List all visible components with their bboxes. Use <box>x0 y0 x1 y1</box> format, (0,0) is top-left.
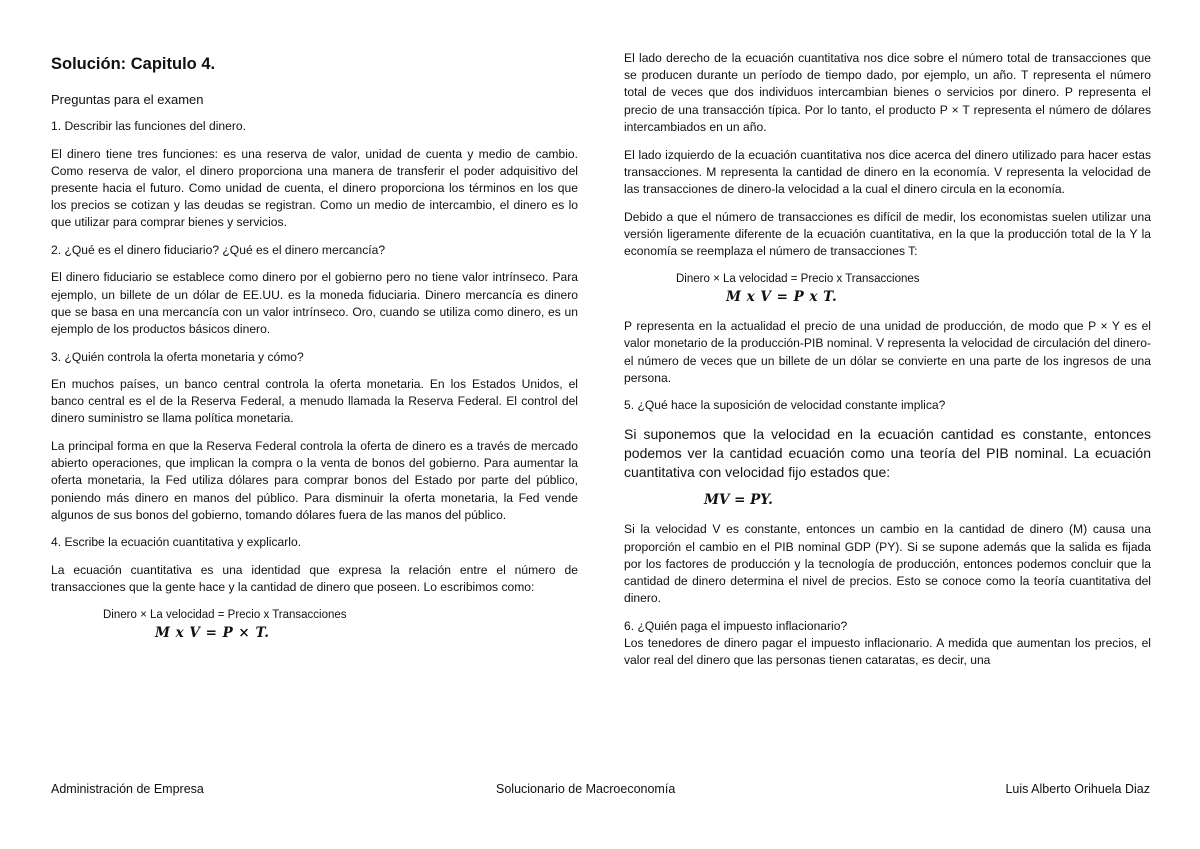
answer-5-continued: Si la velocidad V es constante, entonces un cambio en la cantidad de dinero (M) causa una proporción el cambio en el PIB nominal GDP (PY). Si se supone además que la salida es fijada por los factores de producción y la tecnología de producción, entonces podemos concluir que la cantidad de dinero determina el nivel de precios. Esto se conoce como la teoría cuantitativa del dinero. <box>624 522 1151 606</box>
footer-left: Administración de Empresa <box>51 782 204 796</box>
question-3: 3. ¿Quién controla la oferta monetaria y cómo? <box>51 349 304 364</box>
footer-center: Solucionario de Macroeconomía <box>496 782 676 796</box>
equation-formula: M x V = P x T. <box>726 288 838 305</box>
question-4: 4. Escribe la ecuación cuantitativa y explicarlo. <box>51 535 302 550</box>
page-title: Solución: Capitulo 4. <box>51 55 216 73</box>
paragraph-transactions: Debido a que el número de transacciones es difícil de medir, los economistas suelen utilizar una versión ligeramente diferente de la ecuación cuantitativa, en la que la producción total de la Y la economía se reemplaza el número de transacciones T: <box>624 209 1151 259</box>
answer-3-continued: La principal forma en que la Reserva Federal controla la oferta de dinero es a través de mercado abierto operaciones, que implican la compra o la venta de bonos del gobierno. Para aumentar la oferta monetaria, la Fed utiliza dólares para comprar bonos del Estado por parte del público, poniendo más dinero en manos del público. Para disminuir la oferta monetaria, la Fed vende algunos de sus bonos del gobierno, tomando dólares fuera de las manos del público. <box>51 438 578 522</box>
equation-formula: M x V = P × T. <box>155 624 270 641</box>
equation-mv-py: MV = PY. <box>704 492 773 509</box>
question-1: 1. Describir las funciones del dinero. <box>51 119 246 134</box>
answer-5: Si suponemos que la velocidad en la ecuación cantidad es constante, entonces podemos ver la cantidad ecuación como una teoría del PIB nominal. La ecuación cuantitativa con velocidad fijo estados que: <box>624 425 1151 480</box>
quantity-equation-2 <box>624 271 1151 306</box>
paragraph-left-side: El lado izquierdo de la ecuación cuantitativa nos dice acerca del dinero utilizado para hacer estas transacciones. M representa la cantidad de dinero en la economía. V representa la velocidad de las transacciones de dinero-la velocidad a la cual el dinero circula en la economía. <box>624 147 1151 196</box>
answer-1: El dinero tiene tres funciones: es una reserva de valor, unidad de cuenta y medio de cambio. Como reserva de valor, el dinero proporciona una manera de transferir el poder adquisitivo del presente hacia el futuro. Como unidad de cuenta, el dinero proporciona los términos en los que los precios se cotizan y las deudas se registran. Como un medio de intercambio, el dinero es lo que utilizar para comprar bienes y servicios. <box>51 146 578 230</box>
paragraph-right-side: El lado derecho de la ecuación cuantitativa nos dice sobre el número total de transacciones que se producen durante un período de tiempo dado, por ejemplo, un año. T representa el número total de veces que dos individuos intercambian bienes o servicios por dinero. P representa el precio de una transacción típica. Por lo tanto, el producto P × T representa el número de dólares intercambiados en un año. <box>624 51 1151 134</box>
right-column <box>624 50 1151 680</box>
section-subtitle: Preguntas para el examen <box>51 92 204 108</box>
equation-label: Dinero × La velocidad = Precio x Transacciones <box>676 272 920 285</box>
left-column <box>51 50 578 654</box>
equation-label: Dinero × La velocidad = Precio x Transacciones <box>103 608 347 621</box>
answer-3: En muchos países, un banco central controla la oferta monetaria. En los Estados Unidos, el banco central es el de la Reserva Federal, a menudo llamada la Reserva Federal. El control del dinero suministro se llama política monetaria. <box>51 376 578 426</box>
footer-right: Luis Alberto Orihuela Diaz <box>1005 782 1150 796</box>
question-2: 2. ¿Qué es el dinero fiduciario? ¿Qué es el dinero mercancía? <box>51 243 386 258</box>
answer-4: La ecuación cuantitativa es una identidad que expresa la relación entre el número de transacciones que la gente hace y la cantidad de dinero que poseen. Lo escribimos como: <box>51 562 578 594</box>
paragraph-pib-nominal: P representa en la actualidad el precio de una unidad de producción, de modo que P × Y es el valor monetario de la producción-PIB nominal. V representa la velocidad de circulación del dinero-el número de veces que un billete de un dólar se convierte en una parte de los ingresos de una persona. <box>624 319 1151 385</box>
question-6: 6. ¿Quién paga el impuesto inflacionario? <box>624 618 848 633</box>
answer-2: El dinero fiduciario se establece como dinero por el gobierno pero no tiene valor intrínseco. Para ejemplo, un billete de un dólar de EE.UU. es la moneda fiduciaria. Dinero mercancía es dinero que se basa en una mercancía con un valor intrínseco. Oro, cuando se utiliza como dinero, es un ejemplo de los productos básicos dinero. <box>51 270 578 336</box>
question-5: 5. ¿Qué hace la suposición de velocidad constante implica? <box>624 398 946 413</box>
quantity-equation <box>51 607 578 642</box>
answer-6: Los tenedores de dinero pagar el impuesto inflacionario. A medida que aumentan los precios, el valor real del dinero que las personas tienen cataratas, es decir, una <box>624 636 1151 668</box>
